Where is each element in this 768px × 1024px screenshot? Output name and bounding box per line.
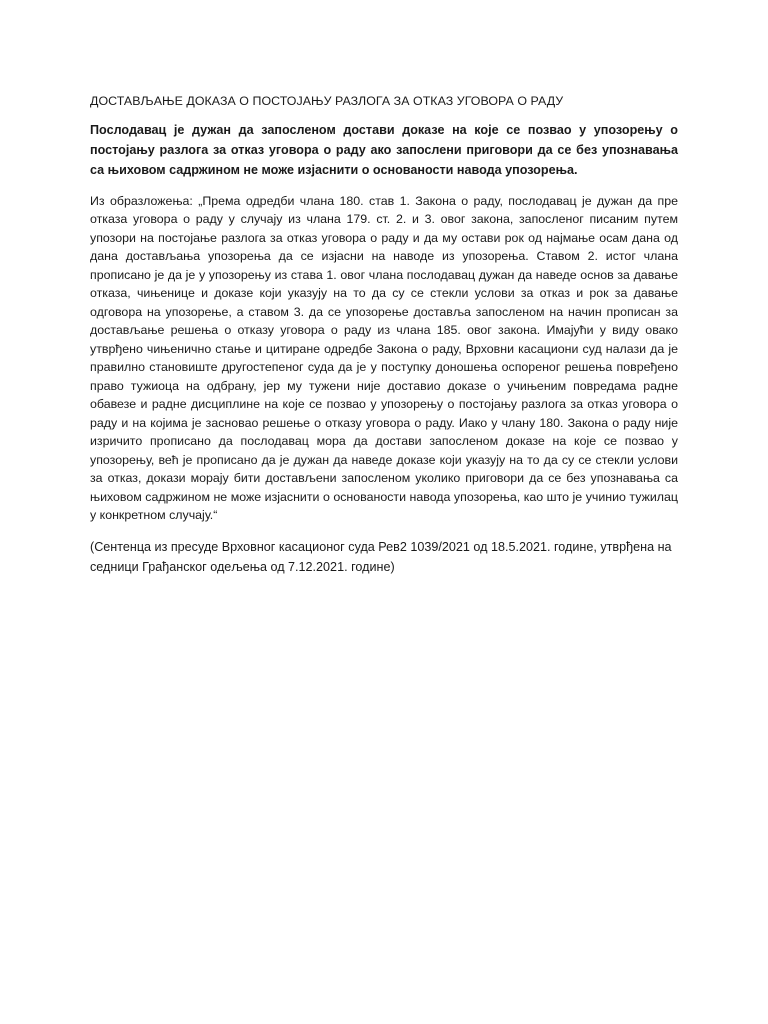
- document-title: ДОСТАВЉАЊЕ ДОКАЗА О ПОСТОЈАЊУ РАЗЛОГА ЗА ОТКАЗ УГОВОРА О РАДУ: [90, 94, 564, 108]
- source-citation: (Сентенца из пресуде Врховног касационог суда Рев2 1039/2021 од 18.5.2021. године, утврђена на седници Грађанског одељења од 7.12.2021. године): [90, 539, 672, 574]
- legal-summary: Послодавац је дужан да запосленом достави доказе на које се позвао у упозорењу о постојању разлога за отказ уговора о раду ако запослени приговори да се без упознавања са њиховом садржином не може изјаснити о основаности навода упозорења.: [90, 123, 678, 178]
- document-page: [90, 92, 678, 577]
- reasoning-excerpt: Из образложења: „Према одредби члана 180. став 1. Закона о раду, послодавац је дужан да пре отказа уговора о раду у случају из члана 179. ст. 2. и 3. овог закона, запосленог писаним путем упозори на постојање разлога за отказ уговора о раду и да му остави рок од најмање осам дана од дана достављања упозорења да се изјасни на наводе из упозорења. Ставом 2. истог члана прописано је да је у упозорењу из става 1. овог члана послодавац дужан да наведе основ за давање отказа, чињенице и доказе који указују на то да су се стекли услови за отказ и рок за давање одговора на упозорење, а ставом 3. да се упозорење доставља запосленом на начин прописан за достављање решења о отказу уговора о раду из члана 185. овог закона. Имајући у виду овако утврђено чињенично стање и цитиране одредбе Закона о раду, Врховни касациони суд налази да је правилно становиште другостепеног суда да је у поступку доношења оспореног решења повређено право тужиоца на одбрану, јер му тужени није доставио доказе о учињеним повредама радне обавезе и радне дисциплине на које се позвао у упозорењу о постојању разлога за отказ уговора о раду и на којима је засновао решење о отказу уговора о раду. Иако у члану 180. Закона о раду није изричито прописано да послодавац мора да достави запосленом доказе на које се позвао у упозорењу, већ је прописано да је дужан да наведе доказе који указују на то да су се стекли услови за отказ, докази морају бити достављени запосленом уколико приговори да се без упознавања са њиховом садржином не може изјаснити о основаности навода упозорења, као што је учинио тужилац у конкретном случају.“: [90, 193, 678, 523]
